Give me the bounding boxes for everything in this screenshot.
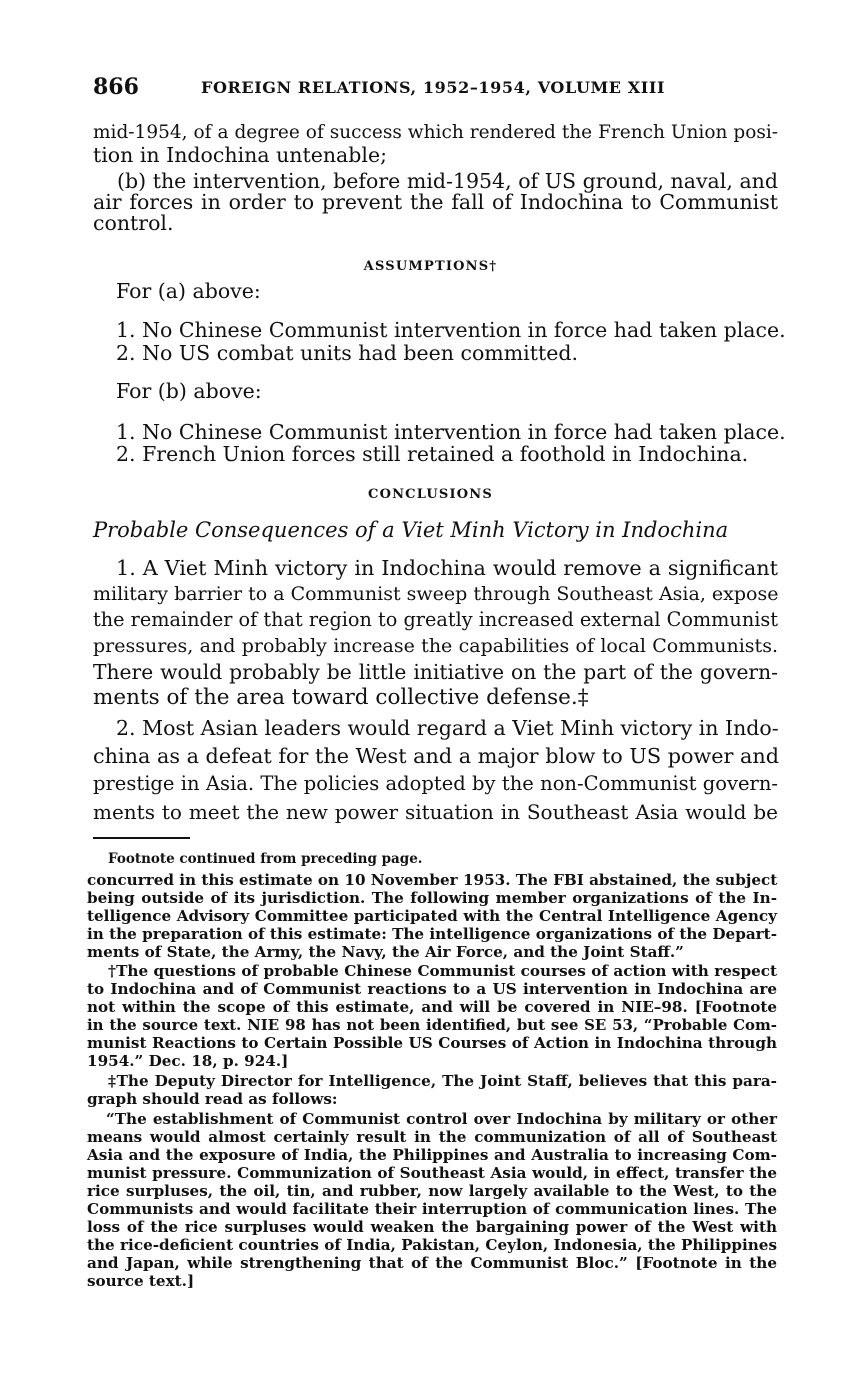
footnote-continued-label: Footnote continued from preceding page.: [108, 851, 423, 867]
footnote-dagger-line: munist Reactions to Certain Possible US Courses of Action in Indochina through: [87, 1034, 777, 1052]
footnote-quote-line: munist pressure. Communization of Southeast Asia would, in effect, transfer the: [87, 1164, 777, 1182]
intro-line: control.: [93, 211, 174, 235]
paragraph-line: military barrier to a Communist sweep through Southeast Asia, expose: [93, 583, 779, 605]
footnote-line: in the preparation of this estimate: The intelligence organizations of the Depart-: [87, 925, 777, 943]
footnote-line: telligence Advisory Committee participated with the Central Intelligence Agency: [87, 907, 777, 925]
assumption-item: 1. No Chinese Communist intervention in force had taken place.: [116, 318, 786, 342]
paragraph-line: pressures, and probably increase the capabilities of local Communists.: [93, 635, 778, 657]
paragraph-line: prestige in Asia. The policies adopted by the non-Communist govern-: [93, 772, 778, 795]
paragraph-line: ments to meet the new power situation in Southeast Asia would be: [93, 800, 778, 824]
footnote-quote-line: loss of the rice surpluses would weaken the bargaining power of the West with: [87, 1218, 777, 1236]
assumption-for-a: For (a) above:: [116, 279, 261, 303]
assumptions-heading: ASSUMPTIONS†: [363, 259, 498, 274]
page-number: 866: [93, 74, 139, 100]
intro-line: mid-1954, of a degree of success which rendered the French Union posi-: [93, 122, 778, 143]
section-subheading: Probable Consequences of a Viet Minh Victory in Indochina: [93, 518, 729, 542]
intro-line: (b) the intervention, before mid-1954, of US ground, naval, and: [117, 169, 778, 193]
footnote-quote-line: rice surpluses, the oil, tin, and rubber, now largely available to the West, to the: [87, 1182, 777, 1200]
page-header: [93, 74, 793, 102]
footnote-double-dagger-line: graph should read as follows:: [87, 1090, 338, 1108]
footnote-quote-line: means would almost certainly result in the communization of all of Southeast: [87, 1128, 777, 1146]
footnote-quote-line: the rice-deficient countries of India, Pakistan, Ceylon, Indonesia, the Philippines: [87, 1236, 777, 1254]
paragraph-line: the remainder of that region to greatly increased external Communist: [93, 608, 779, 631]
footnote-dagger-line: not within the scope of this estimate, and will be covered in NIE–98. [Footnote: [87, 998, 777, 1016]
footnote-quote-line: and Japan, while strengthening that of the Communist Bloc.” [Footnote in the: [87, 1254, 777, 1272]
intro-line: tion in Indochina untenable;: [93, 143, 387, 167]
paragraph-line: 1. A Viet Minh victory in Indochina would remove a significant: [116, 556, 778, 580]
paragraph-line: 2. Most Asian leaders would regard a Viet Minh victory in Indo-: [116, 716, 779, 740]
footnote-double-dagger-line: ‡The Deputy Director for Intelligence, The Joint Staff, believes that this para-: [108, 1072, 777, 1090]
paragraph-line: There would probably be little initiative on the part of the govern-: [93, 660, 778, 684]
intro-line: air forces in order to prevent the fall of Indochina to Communist: [93, 190, 778, 214]
footnote-dagger-line: to Indochina and of Communist reactions to a US intervention in Indochina are: [87, 980, 777, 998]
footnote-line: being outside of its jurisdiction. The following member organizations of the In-: [87, 889, 777, 907]
footnote-quote-line: source text.]: [87, 1272, 195, 1290]
footnote-line: concurred in this estimate on 10 November 1953. The FBI abstained, the subject: [87, 871, 778, 889]
footnote-divider: [93, 837, 190, 839]
running-head: FOREIGN RELATIONS, 1952–1954, VOLUME XIII: [201, 78, 666, 97]
assumption-item: 2. French Union forces still retained a foothold in Indochina.: [116, 442, 749, 466]
footnote-quote-line: Asia and the exposure of India, the Philippines and Australia to increasing Com-: [87, 1146, 777, 1164]
assumption-for-b: For (b) above:: [116, 379, 262, 403]
footnote-line: ments of State, the Army, the Navy, the Air Force, and the Joint Staff.”: [87, 943, 684, 961]
paragraph-line: china as a defeat for the West and a major blow to US power and: [93, 744, 780, 768]
footnote-quote-line: Communists and would facilitate their interruption of communication lines. The: [87, 1200, 777, 1218]
footnote-dagger-line: 1954.” Dec. 18, p. 924.]: [87, 1052, 289, 1070]
footnote-dagger-line: †The questions of probable Chinese Communist courses of action with respect: [108, 962, 777, 980]
assumption-item: 2. No US combat units had been committed.: [116, 341, 578, 365]
paragraph-line: ments of the area toward collective defense.‡: [93, 685, 589, 710]
footnote-dagger-line: in the source text. NIE 98 has not been identified, but see SE 53, “Probable Com-: [87, 1016, 777, 1034]
footnote-quote-line: “The establishment of Communist control over Indochina by military or other: [106, 1110, 777, 1128]
assumption-item: 1. No Chinese Communist intervention in force had taken place.: [116, 420, 786, 444]
conclusions-heading: CONCLUSIONS: [368, 487, 493, 502]
